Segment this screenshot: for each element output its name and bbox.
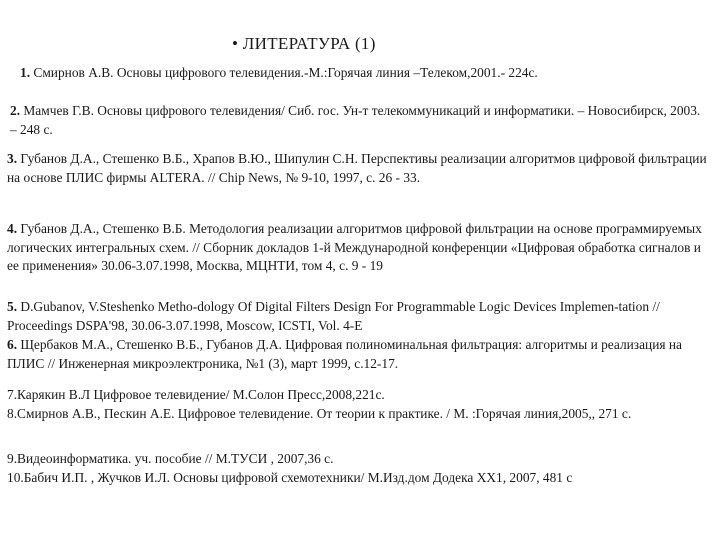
reference-text: Мамчев Г.В. Основы цифрового телевидения/ Сиб. гос. Ун-т телекоммуникаций и информатики. – Новосибирск, 2003. – 248 с. [10, 103, 701, 137]
reference-text: Губанов Д.А., Стешенко В.Б., Храпов В.Ю., Шипулин С.Н. Перспективы реализации алгоритмов цифровой фильтрации на основе ПЛИС фирмы ALTERA. // Chip News, № 9-10, 1997, с. 26 - 33. [7, 151, 707, 185]
reference-number: 4. [7, 221, 18, 236]
reference-item-4 [7, 220, 713, 276]
reference-item-10 [7, 469, 687, 488]
reference-text: Щербаков М.А., Стешенко В.Б., Губанов Д.А. Цифровая полиноминальная фильтрация: алгоритмы и реализация на ПЛИС // Инженерная микроэлектроника, №1 (3), март 1999, с.12-17. [7, 337, 682, 371]
reference-number: 2. [10, 103, 21, 118]
reference-text: Смирнов А.В. Основы цифрового телевидения.-М.:Горячая линия –Телеком,2001.- 224с. [30, 65, 538, 80]
reference-number: 6. [7, 337, 18, 352]
reference-text: 10.Бабич И.П. , Жучков И.Л. Основы цифровой схемотехники/ М.Изд.дом Додека ХХ1, 2007, 481 с [7, 470, 573, 485]
reference-item-1 [20, 64, 710, 83]
slide-title: • ЛИТЕРАТУРА (1) [232, 34, 376, 53]
reference-number: 5. [7, 299, 18, 314]
reference-item-7 [7, 386, 713, 405]
reference-number: 1. [20, 65, 31, 80]
reference-item-2 [10, 102, 710, 139]
reference-item-5 [7, 298, 713, 335]
reference-text: 8.Смирнов А.В., Пескин А.Е. Цифровое телевидение. От теории к практике. / М. :Горячая линия,2005,, 271 с. [7, 406, 632, 421]
reference-text: 9.Видеоинформатика. уч. пособие // М.ТУСИ , 2007,36 с. [7, 451, 334, 466]
reference-item-6 [7, 336, 713, 373]
reference-item-8 [7, 405, 713, 424]
reference-number: 3. [7, 151, 18, 166]
reference-item-3 [7, 150, 707, 187]
reference-item-9 [7, 450, 713, 469]
reference-text: D.Gubanov, V.Steshenko Metho-dology Of Digital Filters Design For Programmable Logic Devices Implemen-tation // Proceedings DSPA'98, 30.06-3.07.1998, Moscow, ICSTI, Vol. 4-E [7, 299, 660, 333]
reference-text: 7.Карякин В.Л Цифровое телевидение/ М.Солон Пресс,2008,221с. [7, 387, 385, 402]
reference-text: Губанов Д.А., Стешенко В.Б. Методология реализации алгоритмов цифровой фильтрации на основе программируемых логических интегральных схем. // Сборник докладов 1-й Международной конференции «Цифровая обработка сигналов и ее применения» 30.06-3.07.1998, Москва, МЦНТИ, том 4, с. 9 - 19 [7, 221, 702, 273]
